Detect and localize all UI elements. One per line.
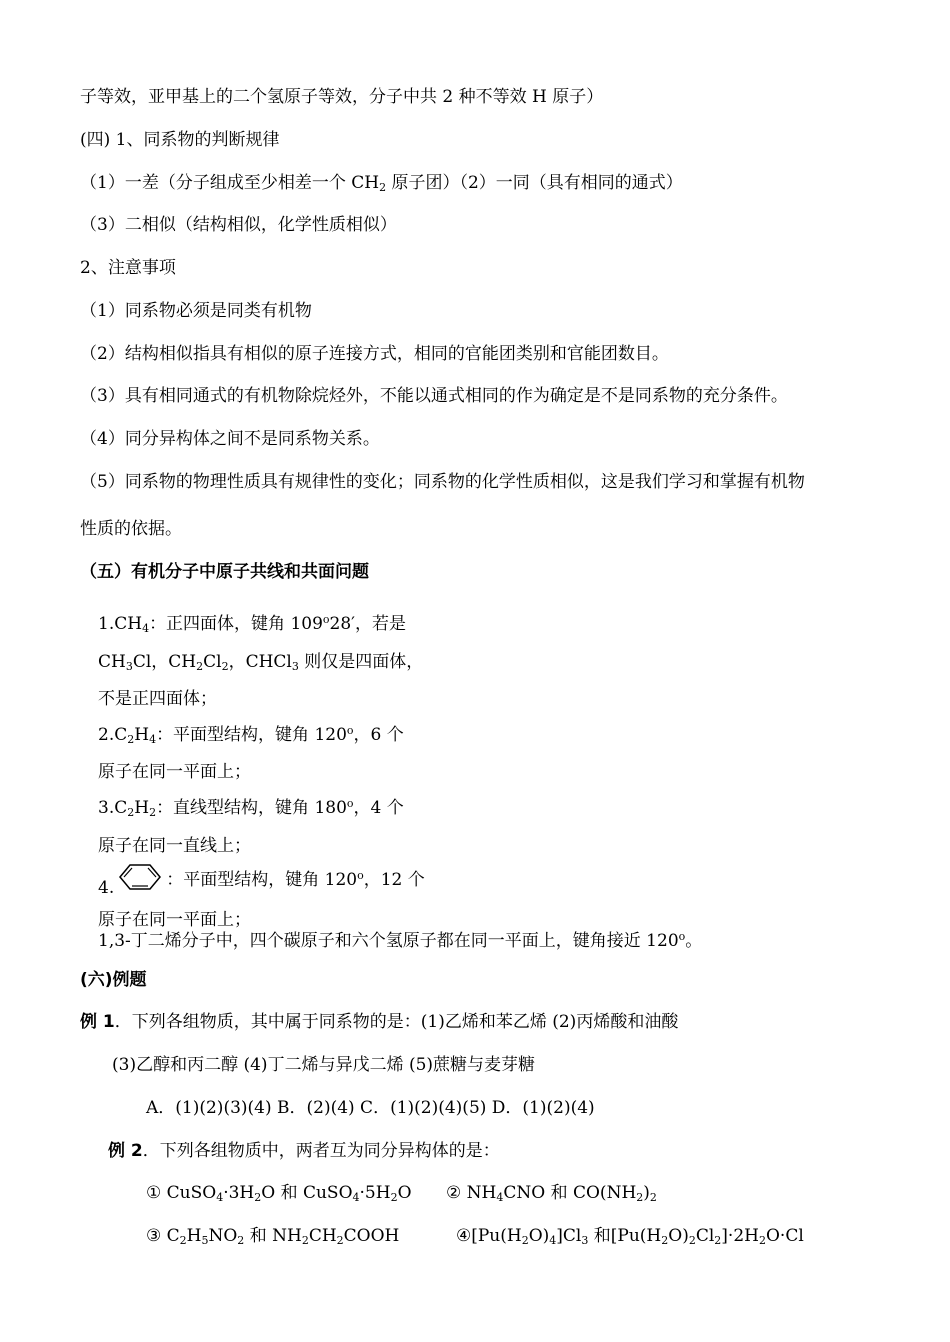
text-line: $2.C_2H_4$：平面型结构，键角 120$^o$，6 个 [98,724,404,746]
question-2: 例 2．下列各组物质中，两者互为同分异构体的是： [108,1141,500,1161]
text-line: 原子在同一平面上； [98,762,251,782]
text-line: （1）一差（分子组成至少相差一个 $CH_2$ 原子团）（2）一同（具有相同的通式） [80,173,683,194]
text-line: $1.CH_4$：正四面体，键角 109$^o$28′，若是 [98,613,407,635]
benzene-ring-icon [116,861,164,900]
text-line: 原子在同一直线上； [98,836,251,856]
text-line: 不是正四面体； [98,689,217,709]
text-line: （2）结构相似指具有相似的原子连接方式，相同的官能团类别和官能团数目。 [80,344,669,364]
section-heading: (四) 1、同系物的判断规律 [80,130,280,150]
section-heading: 2、注意事项 [80,258,176,278]
text-line: 1,3-丁二烯分子中，四个碳原子和六个氢原子都在同一平面上，键角接近 120$^o$。 [98,930,703,951]
question-1-choices: A．(1)(2)(3)(4) B．(2)(4) C．(1)(2)(4)(5) D．(1)(2)(4) [146,1098,595,1118]
question-1: 例 1．下列各组物质，其中属于同系物的是：(1)乙烯和苯乙烯 (2)丙烯酸和油酸 [80,1012,679,1032]
text-line: $CH_3Cl$，$CH_2Cl_2$，CHCl$_3$ 则仅是四面体， [98,652,424,673]
text-line: （1）同系物必须是同类有机物 [80,301,312,321]
text-line: （5）同系物的物理性质具有规律性的变化；同系物的化学性质相似，这是我们学习和掌握有机物 [80,472,805,492]
text-line: （3）二相似（结构相似，化学性质相似） [80,215,397,235]
text-line: 原子在同一平面上； [98,910,251,930]
text-line: 子等效，亚甲基上的二个氢原子等效，分子中共 2 种不等效 H 原子） [80,87,604,107]
text-line: 4. ：平面型结构，键角 120$^o$，12 个 [98,861,425,897]
question-2-option-2: ② $NH_4CNO$ 和 $CO(NH_2)_2$ [446,1183,657,1204]
text-line: （4）同分异构体之间不是同系物关系。 [80,429,380,449]
question-2-option-3: ③ $C_2H_5NO_2$ 和 $NH_2CH_2COOH$ [146,1226,400,1247]
question-1-options: (3)乙醇和丙二醇 (4)丁二烯与异戊二烯 (5)蔗糖与麦芽糖 [112,1055,536,1075]
question-2-option-4: $④[Pu(H_2O)_4]Cl_3$ 和$[Pu(H_2O)_2Cl_2]\cdot 2H_2O\cdot Cl$ [456,1226,804,1247]
section-heading: （五）有机分子中原子共线和共面问题 [80,562,369,582]
text-line: （3）具有相同通式的有机物除烷烃外，不能以通式相同的作为确定是不是同系物的充分条件。 [80,386,788,406]
text-line: $3.C_2H_2$：直线型结构，键角 180$^o$，4 个 [98,797,404,819]
section-heading: (六)例题 [80,970,147,990]
question-2-option-1: ① $CuSO_4\cdot 3H_2O$ 和 $CuSO_4\cdot 5H_2O$ [146,1183,412,1204]
text-line: 性质的依据。 [80,519,182,539]
